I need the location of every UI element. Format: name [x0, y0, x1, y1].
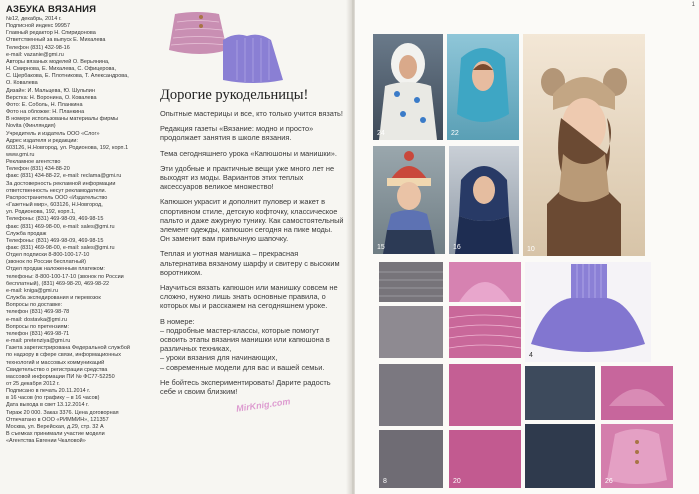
imprint-line: Фото на обложке: Н. Планкина [6, 109, 85, 116]
editorial-paragraph: Опытные мастерицы и все, кто только учится вязать! [160, 109, 343, 118]
imprint-line: в 16 часов (по графику – в 16 часов) [6, 395, 100, 402]
imprint-line: Подписной индекс 99957 [6, 23, 71, 30]
photo-number: 24 [377, 130, 385, 137]
imprint-line: Главный редактор Н. Спиридонова [6, 30, 96, 37]
watermark: MirKnig.com [235, 396, 291, 414]
imprint-line: Верстка: Н. Воронина, О. Ковалева [6, 94, 97, 101]
editorial-letter [160, 88, 344, 402]
imprint-line: Служба продаж [6, 230, 47, 237]
imprint-line: «Агентства Евгении Чкаловой» [6, 438, 86, 445]
knitted-collars-photo [167, 10, 285, 84]
imprint-line: Свидетельство о регистрации средства [6, 366, 108, 373]
photo-number: 8 [383, 478, 387, 485]
photo-number: 16 [453, 244, 461, 251]
editorial-paragraph: Капюшон украсит и дополнит пуловер и жакет в спортивном стиле, детскую кофточку, классическое пальто и даже ажурную тунику. Как самостоятельный элемент одежды, капюшон сегодня на пике моды. Он заменит вам привычную шапочку. [160, 197, 344, 244]
imprint-line: 603126, Н.Новгород, ул. Родионова, 192, корп.1 [6, 144, 129, 151]
photo-22 [447, 34, 519, 140]
imprint-line: С. Щербакова, Е. Плотникова, Т. Александрова, [6, 73, 129, 80]
photo-16 [449, 146, 519, 254]
photo-26 [601, 424, 673, 488]
imprint-line: телефон (831) 469-98-78 [6, 309, 70, 316]
imprint-line: Novita (Финляндия) [6, 123, 56, 130]
photo-number: 10 [527, 246, 535, 253]
editorial-paragraph: Теплая и уютная манишка – прекрасная альтернатива вязаному шарфу и свитеру с высоким воротником. [160, 249, 340, 277]
imprint-line: Дата выхода в свет 13.12.2014 г. [6, 402, 89, 409]
imprint-line: Адрес издателя и редакции: [6, 137, 79, 144]
imprint-line: О. Ковалева [6, 80, 38, 87]
process-photo [379, 262, 443, 302]
process-photo [525, 366, 595, 420]
imprint-line: №12, декабрь, 2014 г. [6, 16, 62, 22]
process-photo [449, 364, 521, 426]
imprint-line: Телефоны: (831) 469-98-09, 469-98-15 [6, 237, 104, 244]
imprint-line: Газета зарегистрирована Федеральной службой [6, 345, 130, 352]
imprint-column [6, 4, 146, 445]
photo-20 [449, 430, 521, 488]
imprint-line: Телефон (831) 434-88-20 [6, 166, 70, 173]
process-photo [449, 262, 521, 302]
imprint-line: Рекламное агентство [6, 159, 61, 166]
imprint-line: Подписано в печать 20.11.2014 г. [6, 388, 91, 395]
imprint-line: по надзору в сфере связи, информационных [6, 352, 121, 359]
imprint-line: Телефоны: (831) 469-98-09, 469-98-15 [6, 216, 104, 223]
photo-4 [525, 262, 651, 362]
right-page [355, 0, 699, 494]
imprint-line: e-mail: dostavka@gmi.ru [6, 316, 67, 323]
imprint-line: ответственность несут рекламодатели. [6, 187, 107, 194]
photo-number: 22 [451, 130, 459, 137]
editorial-paragraph: Редакция газеты «Вязание: модно и просто» продолжает занятия в школе вязания. [160, 124, 314, 143]
imprint-lines [6, 16, 146, 445]
imprint-line: Отдел подписки 8-800-100-17-10 [6, 252, 90, 259]
photo-number: 4 [529, 352, 533, 359]
process-photo [379, 364, 443, 426]
imprint-line: Вопросы по доставке: [6, 302, 63, 309]
imprint-line: технологий и массовых коммуникаций [6, 359, 105, 366]
imprint-line: Отдел продаж наложенным платежом: [6, 266, 105, 273]
imprint-line: Тираж 20 000. Заказ 3376. Цена договорная [6, 409, 119, 416]
photo-15 [373, 146, 445, 254]
photo-number: 20 [453, 478, 461, 485]
photo-8 [379, 430, 443, 488]
editorial-paragraph: Не бойтесь экспериментировать! Дарите радость себе и своим близким! [160, 377, 331, 397]
editorial-paragraph: В номере: – подробные мастер-классы, которые помогут освоить этапы вязания манишки или капюшона в различных техниках, – уроки вязания для начинающих, – современные модели для вас и вашей семьи. [160, 316, 330, 372]
imprint-line: В съемках принимали участие модели [6, 431, 105, 438]
process-photo [379, 306, 443, 358]
imprint-line: факс (831) 434-88-22, e-mail: reclama@gmi.ru [6, 173, 122, 180]
imprint-line: Дизайн: И. Мальцева, Ю. Шульпин [6, 87, 95, 94]
editorial-paragraph: Тема сегодняшнего урока «Капюшоны и манишки». [160, 148, 337, 158]
imprint-line: Учредитель и издатель ООО «Слог» [6, 130, 100, 137]
imprint-line: ул. Родионова, 192, корп.1, [6, 209, 76, 216]
imprint-line: от 25 декабря 2012 г. [6, 380, 60, 387]
editorial-paragraph: Эти удобные и практичные вещи уже много лет не выходят из моды. Вариантов этих теплых аксессуаров великое множество! [160, 163, 335, 192]
imprint-line: Москва, ул. Верейская, д.29, стр. 32 А [6, 423, 104, 430]
imprint-line: Ответственный за выпуск Е. Михалева [6, 37, 106, 44]
imprint-line: телефон (831) 469-98-71 [6, 330, 70, 337]
editorial-paragraph: Научиться вязать капюшон или манишку совсем не сложно, нужно лишь знать основные правила, о которых мы и расскажем на сегодняшнем уроке. [160, 283, 338, 311]
imprint-line: e-mail: pretenziya@gmi.ru [6, 338, 71, 345]
imprint-line: Телефон (831) 432-98-16 [6, 44, 70, 51]
imprint-line: Авторы вязаных моделей О. Верьянина, [6, 58, 110, 65]
imprint-line: Распространитель ООО «Издательство [6, 194, 108, 201]
imprint-line: e-mail: vazanie@gmi.ru [6, 51, 64, 58]
imprint-line: «Газетный мир», 603126, Н.Новгород, [6, 202, 103, 209]
imprint-line: бесплатный), (831) 469-98-20, 469-98-22 [6, 280, 110, 287]
imprint-line: e-mail: kniga@gmi.ru [6, 287, 59, 294]
imprint-line: (звонок по России бесплатный) [6, 259, 86, 266]
imprint-line: Вопросы по претензиям: [6, 323, 69, 330]
imprint-line: Служба экспедирования и перевозок [6, 295, 101, 302]
imprint-line: телефоны: 8-800-100-17-10 (звонок по России [6, 273, 124, 280]
process-photo [601, 366, 673, 420]
imprint-line: Н. Смирнова, Е. Михалева, С. Офицерова, [6, 66, 116, 73]
imprint-line: массовой информации ПИ № ФС77-52250 [6, 373, 115, 380]
magazine-title: АЗБУКА ВЯЗАНИЯ [6, 4, 97, 15]
editorial-title: Дорогие рукодельницы! [160, 87, 309, 103]
photo-number: 26 [605, 478, 613, 485]
imprint-line: За достоверность рекламной информации [6, 180, 116, 187]
photo-number: 15 [377, 244, 385, 251]
process-photo [525, 424, 595, 488]
photo-10 [523, 34, 645, 256]
imprint-line: факс (831) 469-98-00, e-mail: sales@gmi.ru [6, 223, 115, 230]
imprint-line: Фото: Е. Соболь, Н. Планкина [6, 101, 83, 108]
imprint-line: В номере использованы материалы фирмы [6, 116, 119, 123]
process-photo [449, 306, 521, 358]
imprint-line: Отпечатано в ООО «РИММИН», 121357 [6, 416, 109, 423]
photo-24 [373, 34, 443, 140]
imprint-line: факс (831) 469-98-00, e-mail: sales@gmi.ru [6, 245, 115, 251]
page-number: 1 [691, 2, 695, 8]
imprint-line: www.gmi.ru [6, 151, 35, 158]
